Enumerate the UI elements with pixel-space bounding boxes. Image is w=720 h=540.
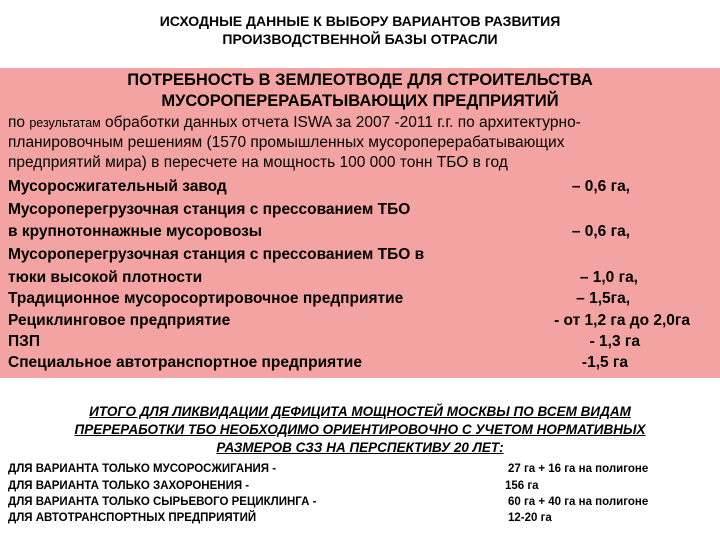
option-value-landfill: 156 га [505, 480, 539, 492]
facility-name-incineration: Мусоросжигательный завод [8, 178, 227, 195]
summary-line-3: РАЗМЕРОВ СЗЗ НА ПЕРСПЕКТИВУ 20 ЛЕТ: [216, 440, 504, 455]
facility-name-recycling: Рециклинговое предприятие [8, 312, 231, 329]
intro-rest: обработки данных отчета ISWA за 2007 -2011 г.г. по архитектурно- [100, 114, 581, 131]
option-value-transport: 12-20 га [508, 512, 552, 524]
intro-prefix: по [8, 114, 30, 131]
heading-line-2: МУСОРОПЕРЕРАБАТЫВАЮЩИХ ПРЕДПРИЯТИЙ [161, 92, 559, 110]
facility-name-transfer-1: Мусороперегрузочная станция с прессованием ТБО [8, 201, 411, 218]
intro-line-3: предприятий мира) в пересчете на мощность 100 000 тонн ТБО в год [8, 154, 508, 171]
facility-name-transfer-2b: тюки высокой плотности [8, 269, 203, 286]
heading-line-1: ПОТРЕБНОСТЬ В ЗЕМЛЕОТВОДЕ ДЛЯ СТРОИТЕЛЬСТВА [127, 71, 593, 89]
summary-line-1: ИТОГО ДЛЯ ЛИКВИДАЦИИ ДЕФИЦИТА МОЩНОСТЕЙ МОСКВЫ ПО ВСЕМ ВИДАМ [89, 404, 631, 419]
facility-name-sorting: Традиционное мусоросортировочное предприятие [8, 290, 404, 307]
facility-name-transfer-1b: в крупнотоннажные мусоровозы [8, 223, 263, 240]
option-value-incineration: 27 га + 16 га на полигоне [508, 463, 649, 475]
facility-value-transfer-2: – 1,0 га, [579, 269, 638, 286]
option-label-transport: ДЛЯ АВТОТРАНСПОРТНЫХ ПРЕДПРИЯТИЙ [8, 512, 257, 524]
facility-value-sorting: – 1,5га, [576, 290, 630, 307]
page-title [0, 12, 720, 48]
option-value-recycling: 60 га + 40 га на полигоне [508, 496, 649, 508]
facility-value-recycling: - от 1,2 га до 2,0га [554, 312, 690, 329]
title-line-2: ПРОИЗВОДСТВЕННОЙ БАЗЫ ОТРАСЛИ [222, 31, 498, 47]
option-label-landfill: ДЛЯ ВАРИАНТА ТОЛЬКО ЗАХОРОНЕНИЯ - [8, 480, 250, 492]
option-label-incineration: ДЛЯ ВАРИАНТА ТОЛЬКО МУСОРОСЖИГАНИЯ - [8, 463, 277, 475]
facility-value-pzp: - 1,3 га [589, 333, 640, 350]
option-label-recycling: ДЛЯ ВАРИАНТА ТОЛЬКО СЫРЬЕВОГО РЕЦИКЛИНГА - [8, 496, 317, 508]
section-heading [0, 70, 720, 112]
facility-value-transfer-1: – 0,6 га, [571, 223, 630, 240]
summary-heading [0, 403, 720, 457]
intro-line-1 [8, 113, 708, 133]
facility-name-transport: Специальное автотранспортное предприятие [8, 354, 362, 371]
facility-value-transport: -1,5 га [581, 354, 628, 371]
intro-line-2: планировочным решениям (1570 промышленных мусороперерабатывающих [8, 134, 565, 151]
facility-name-transfer-2: Мусороперегрузочная станция с прессованием ТБО в [8, 246, 425, 263]
summary-line-2: ПРЕРЕРАБОТКИ ТБО НЕОБХОДИМО ОРИЕНТИРОВОЧНО С УЧЕТОМ НОРМАТИВНЫХ [74, 422, 646, 437]
facility-value-incineration: – 0,6 га, [571, 178, 630, 195]
intro-small-word: результатам [29, 116, 101, 130]
facility-name-pzp: ПЗП [8, 333, 40, 350]
title-line-1: ИСХОДНЫЕ ДАННЫЕ К ВЫБОРУ ВАРИАНТОВ РАЗВИТИЯ [159, 13, 561, 29]
